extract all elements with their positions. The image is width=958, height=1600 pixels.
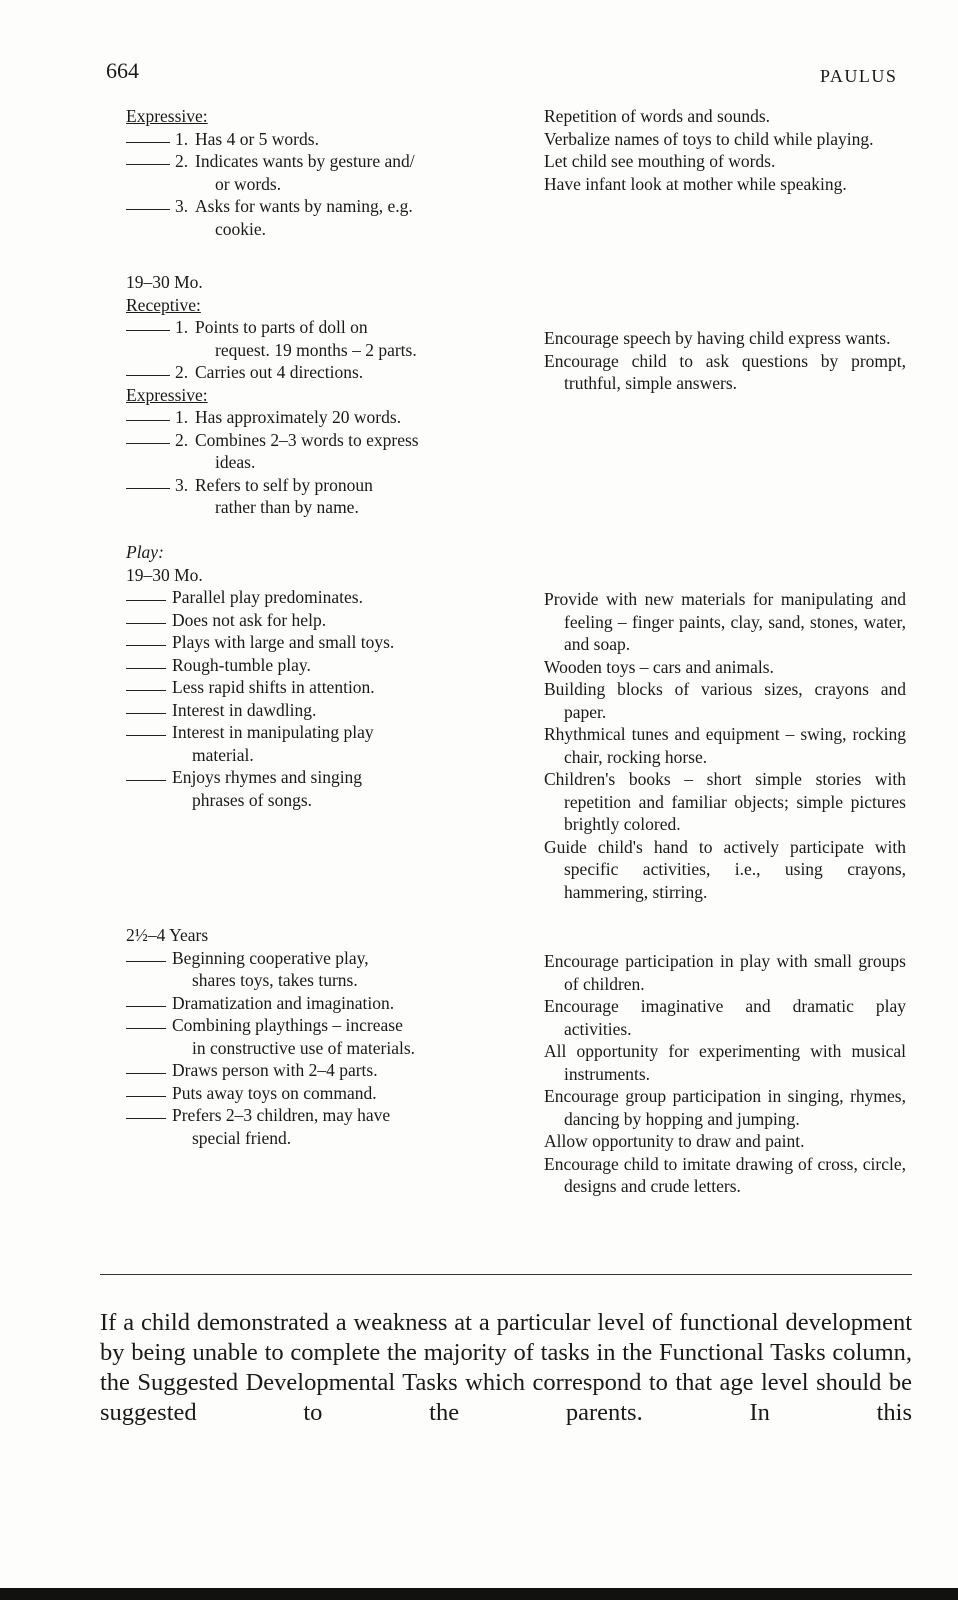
task-line: Asks for wants by naming, e.g. — [195, 196, 413, 216]
task-continuation: special friend. — [192, 1127, 292, 1148]
block3-tasks — [126, 541, 482, 811]
check-blank — [126, 128, 170, 143]
task-text — [195, 361, 482, 384]
task-item — [126, 609, 482, 632]
block2-suggestions — [544, 327, 906, 395]
task-line: Rough-tumble play. — [172, 654, 311, 675]
check-blank — [126, 195, 170, 210]
check-blank — [126, 429, 170, 444]
block4-tasks — [126, 924, 482, 1149]
task-text — [172, 1104, 482, 1149]
task-item — [126, 195, 482, 240]
task-list — [126, 586, 482, 811]
item-number: 1. — [175, 407, 189, 427]
check-blank — [126, 654, 166, 669]
task-item — [126, 1104, 482, 1149]
task-line: Plays with large and small toys. — [172, 632, 395, 652]
item-number: 2. — [175, 362, 189, 382]
task-item — [126, 992, 482, 1015]
check-blank — [126, 992, 166, 1007]
task-line: Indicates wants by gesture and/ — [195, 151, 415, 171]
expressive-label: Expressive: — [126, 106, 208, 126]
check-blank — [126, 150, 170, 165]
check-blank — [126, 676, 166, 691]
suggestion-item: Encourage child to imitate drawing of cross, circle, designs and crude letters. — [544, 1153, 906, 1196]
suggestion-item: Provide with new materials for manipulating and feeling – finger paints, clay, sand, stones, water, and soap. — [544, 589, 906, 654]
task-list — [126, 406, 482, 519]
task-continuation: or words. — [215, 173, 282, 194]
page-number: 664 — [106, 58, 139, 83]
check-blank — [126, 316, 170, 331]
task-line: Dramatization and imagination. — [172, 992, 395, 1013]
task-continuation: request. 19 months – 2 parts. — [215, 339, 417, 360]
task-line: Refers to self by pronoun — [195, 474, 373, 495]
item-number: 3. — [175, 474, 189, 495]
body-paragraph: If a child demonstrated a weakness at a particular level of functional development by being unable to complete the majority of tasks in the Functional Tasks column, the Suggested Developmental Tasks which correspond to that age level should be suggested to the parents. In this — [100, 1309, 912, 1426]
check-blank — [126, 361, 170, 376]
task-text — [172, 1059, 482, 1082]
task-text — [172, 631, 482, 654]
suggestion-item: Have infant look at mother while speaking. — [544, 173, 847, 194]
scan-edge — [0, 1588, 958, 1600]
task-item — [126, 1014, 482, 1059]
block1-tasks — [126, 105, 482, 240]
task-text — [195, 195, 482, 240]
suggestion-item: Encourage imaginative and dramatic play activities. — [544, 996, 906, 1039]
task-text — [195, 316, 482, 361]
task-item — [126, 654, 482, 677]
task-item — [126, 474, 482, 519]
suggestion-item: Rhythmical tunes and equipment – swing, rocking chair, rocking horse. — [544, 724, 906, 767]
suggestion-item: Encourage child to ask questions by prompt, truthful, simple answers. — [544, 350, 906, 393]
task-text — [195, 474, 482, 519]
task-item — [126, 429, 482, 474]
task-line: Combines 2–3 words to express — [195, 429, 419, 450]
suggestion-item: Allow opportunity to draw and paint. — [544, 1131, 805, 1151]
suggestion-item: Encourage speech by having child express wants. — [544, 328, 891, 348]
age-heading: 19–30 Mo. — [126, 564, 203, 585]
task-line: Does not ask for help. — [172, 609, 327, 630]
task-item — [126, 1082, 482, 1105]
task-list — [126, 316, 482, 384]
task-text — [172, 721, 482, 766]
task-text — [172, 609, 482, 632]
task-text — [172, 699, 482, 722]
age-heading: 2½–4 Years — [126, 925, 209, 945]
suggestion-item: Encourage participation in play with small groups of children. — [544, 951, 906, 994]
block1-suggestions — [544, 105, 906, 195]
task-item — [126, 128, 482, 151]
task-line: Prefers 2–3 children, may have — [172, 1105, 391, 1125]
suggestion-item: Repetition of words and sounds. — [544, 106, 771, 126]
check-blank — [126, 1082, 166, 1097]
play-label: Play: — [126, 542, 164, 562]
task-item — [126, 316, 482, 361]
task-item — [126, 586, 482, 609]
task-text — [172, 992, 482, 1015]
check-blank — [126, 586, 166, 601]
running-head: PAULUS — [820, 66, 898, 86]
task-item — [126, 766, 482, 811]
item-number: 1. — [175, 317, 189, 337]
task-continuation: cookie. — [215, 218, 267, 239]
expressive-label: Expressive: — [126, 384, 208, 405]
task-text — [172, 1014, 482, 1059]
task-item — [126, 1059, 482, 1082]
task-line: Points to parts of doll on — [195, 317, 368, 337]
item-number: 1. — [175, 128, 189, 149]
task-text — [172, 766, 482, 811]
suggestion-item: Wooden toys – cars and animals. — [544, 656, 774, 677]
task-line: Interest in manipulating play — [172, 722, 374, 742]
task-item — [126, 676, 482, 699]
task-line: Parallel play predominates. — [172, 587, 363, 607]
task-line: Has 4 or 5 words. — [195, 128, 319, 149]
task-item — [126, 406, 482, 429]
task-text — [195, 406, 482, 429]
table-bottom-rule — [100, 1274, 912, 1275]
receptive-label: Receptive: — [126, 294, 201, 315]
check-blank — [126, 947, 166, 962]
suggestion-item: Encourage group participation in singing, rhymes, dancing by hopping and jumping. — [544, 1086, 906, 1129]
suggestion-item: Guide child's hand to actively participate with specific activities, i.e., using crayons, hammering, stirring. — [544, 836, 906, 902]
check-blank — [126, 474, 170, 489]
check-blank — [126, 1014, 166, 1029]
task-text — [172, 676, 482, 699]
check-blank — [126, 631, 166, 646]
task-list — [126, 128, 482, 241]
task-line: Combining playthings – increase — [172, 1015, 403, 1035]
task-continuation: shares toys, takes turns. — [192, 970, 358, 990]
check-blank — [126, 766, 166, 781]
task-line: Carries out 4 directions. — [195, 362, 364, 382]
task-continuation: in constructive use of materials. — [192, 1037, 416, 1058]
suggestion-item: Children's books – short simple stories with repetition and familiar objects; simple pictures brightly colored. — [544, 769, 906, 834]
task-text — [172, 947, 482, 992]
block4-suggestions — [544, 950, 906, 1198]
task-item — [126, 699, 482, 722]
age-heading: 19–30 Mo. — [126, 272, 203, 292]
task-text — [195, 128, 482, 151]
suggestion-item: Let child see mouthing of words. — [544, 151, 776, 171]
check-blank — [126, 609, 166, 624]
item-number: 3. — [175, 196, 189, 216]
task-line: Less rapid shifts in attention. — [172, 677, 375, 697]
item-number: 2. — [175, 429, 189, 450]
task-line: Draws person with 2–4 parts. — [172, 1060, 378, 1080]
task-text — [195, 150, 482, 195]
task-line: Interest in dawdling. — [172, 699, 317, 720]
task-continuation: ideas. — [215, 452, 256, 472]
task-line: Beginning cooperative play, — [172, 947, 369, 968]
task-item — [126, 361, 482, 384]
task-text — [172, 586, 482, 609]
check-blank — [126, 721, 166, 736]
task-continuation: phrases of songs. — [192, 789, 313, 810]
suggestion-item: Verbalize names of toys to child while playing. — [544, 128, 874, 149]
task-item — [126, 631, 482, 654]
item-number: 2. — [175, 151, 189, 171]
task-item — [126, 947, 482, 992]
task-continuation: rather than by name. — [215, 497, 359, 517]
check-blank — [126, 1104, 166, 1119]
task-item — [126, 150, 482, 195]
task-text — [172, 654, 482, 677]
check-blank — [126, 1059, 166, 1074]
suggestion-item: Building blocks of various sizes, crayons and paper. — [544, 679, 906, 722]
check-blank — [126, 699, 166, 714]
task-text — [172, 1082, 482, 1105]
check-blank — [126, 406, 170, 421]
task-line: Has approximately 20 words. — [195, 407, 402, 427]
block3-suggestions — [544, 588, 906, 903]
block2-tasks — [126, 271, 482, 519]
task-item — [126, 721, 482, 766]
task-continuation: material. — [192, 744, 254, 765]
task-line: Enjoys rhymes and singing — [172, 767, 363, 787]
task-list — [126, 947, 482, 1150]
task-text — [195, 429, 482, 474]
task-line: Puts away toys on command. — [172, 1082, 377, 1103]
suggestion-item: All opportunity for experimenting with musical instruments. — [544, 1041, 906, 1084]
